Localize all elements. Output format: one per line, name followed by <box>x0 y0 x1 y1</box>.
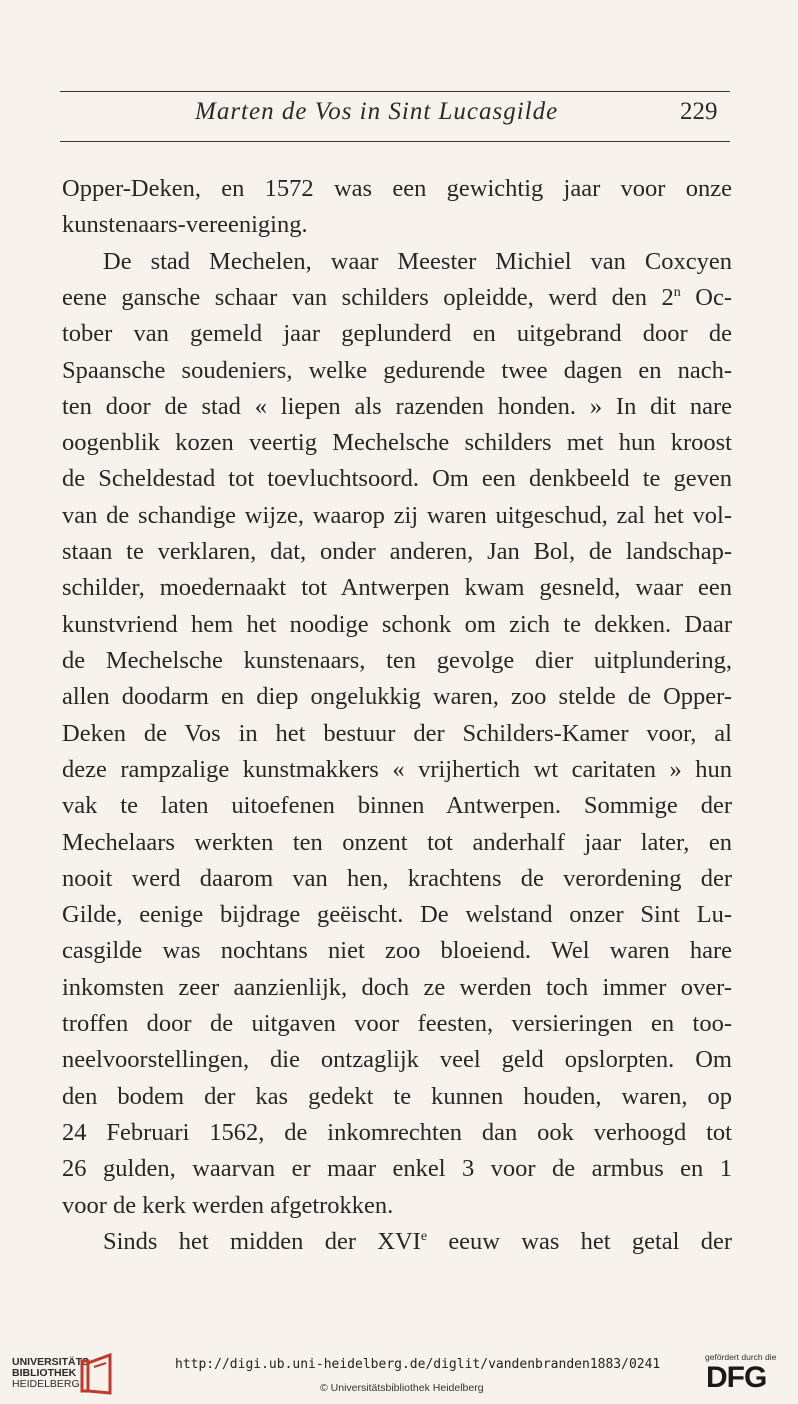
text-line: Gilde, eenige bijdrage geëischt. De welstand onzer Sint Lu- <box>62 901 732 928</box>
text-line: deze rampzalige kunstmakkers « vrijhertich wt caritaten » hun <box>62 756 732 783</box>
text-line: staan te verklaren, dat, onder anderen, Jan Bol, de landschap- <box>62 538 732 565</box>
university-line: UNIVERSITÄTS- <box>12 1356 93 1368</box>
dfg-logo: DFG <box>706 1361 767 1394</box>
text-line: schilder, moedernaakt tot Antwerpen kwam gesneld, waar een <box>62 574 732 601</box>
permalink-url[interactable]: http://digi.ub.uni-heidelberg.de/diglit/vandenbranden1883/0241 <box>175 1357 661 1372</box>
text-line: voor de kerk werden afgetrokken. <box>62 1192 394 1219</box>
text-line: Mechelaars werkten ten onzent tot anderhalf jaar later, en <box>62 829 732 856</box>
text-line: De stad Mechelen, waar Meester Michiel van Coxcyen <box>103 248 732 275</box>
line-text: Sinds het midden der XVI <box>103 1228 421 1255</box>
copyright-notice: © Universitätsbibliothek Heidelberg <box>320 1382 484 1394</box>
line-text: eeuw was het getal der <box>448 1228 733 1255</box>
text-line: van de schandige wijze, waarop zij waren uitgeschud, zal het vol- <box>62 502 732 529</box>
header-rule-bottom <box>60 141 730 142</box>
text-line: 26 gulden, waarvan er maar enkel 3 voor de armbus en 1 <box>62 1155 732 1182</box>
superscript: n <box>673 285 681 300</box>
heidelberg-logo-icon <box>80 1353 114 1397</box>
text-line: nooit werd daarom van hen, krachtens de verordening der <box>62 865 732 892</box>
text-line: Deken de Vos in het bestuur der Schilders-Kamer voor, al <box>62 720 732 747</box>
text-line: kunstvriend hem het noodige schonk om zich te dekken. Daar <box>62 611 732 638</box>
university-line: HEIDELBERG <box>12 1378 80 1390</box>
superscript: e <box>420 1229 428 1244</box>
text-line: neelvoorstellingen, die ontzaglijk veel geld opslorpten. Om <box>62 1046 732 1073</box>
text-line: Spaansche soudeniers, welke gedurende twee dagen en nach- <box>62 357 732 384</box>
text-line: Opper-Deken, en 1572 was een gewichtig jaar voor onze <box>62 175 732 202</box>
text-line <box>103 1224 732 1260</box>
text-line: de Mechelsche kunstenaars, ten gevolge dier uitplundering, <box>62 647 732 674</box>
text-line: den bodem der kas gedekt te kunnen houden, waren, op <box>62 1083 732 1110</box>
text-line: allen doodarm en diep ongelukkig waren, zoo stelde de Opper- <box>62 683 732 710</box>
text-line: vak te laten uitoefenen binnen Antwerpen. Sommige der <box>62 792 732 819</box>
text-line: de Scheldestad tot toevluchtsoord. Om een denkbeeld te geven <box>62 465 732 492</box>
text-line <box>62 280 732 316</box>
line-text: Oc- <box>695 284 732 311</box>
text-line: ten door de stad « liepen als razenden honden. » In dit nare <box>62 393 732 420</box>
text-line: tober van gemeld jaar geplunderd en uitgebrand door de <box>62 320 732 347</box>
sponsor-label: gefördert durch die <box>705 1352 777 1362</box>
text-line: kunstenaars-vereeniging. <box>62 211 308 238</box>
text-line: 24 Februari 1562, de inkomrechten dan ook verhoogd tot <box>62 1119 732 1146</box>
university-line: BIBLIOTHEK <box>12 1367 77 1379</box>
page-number: 229 <box>680 98 718 125</box>
text-line: inkomsten zeer aanzienlijk, doch ze werden toch immer over- <box>62 974 732 1001</box>
text-line: troffen door de uitgaven voor feesten, versieringen en too- <box>62 1010 732 1037</box>
header-rule-top <box>60 91 730 92</box>
text-line: casgilde was nochtans niet zoo bloeiend. Wel waren hare <box>62 937 732 964</box>
running-title: Marten de Vos in Sint Lucasgilde <box>195 98 559 125</box>
line-text: eene gansche schaar van schilders opleidde, werd den 2 <box>62 284 674 311</box>
text-line: oogenblik kozen veertig Mechelsche schilders met hun kroost <box>62 429 732 456</box>
